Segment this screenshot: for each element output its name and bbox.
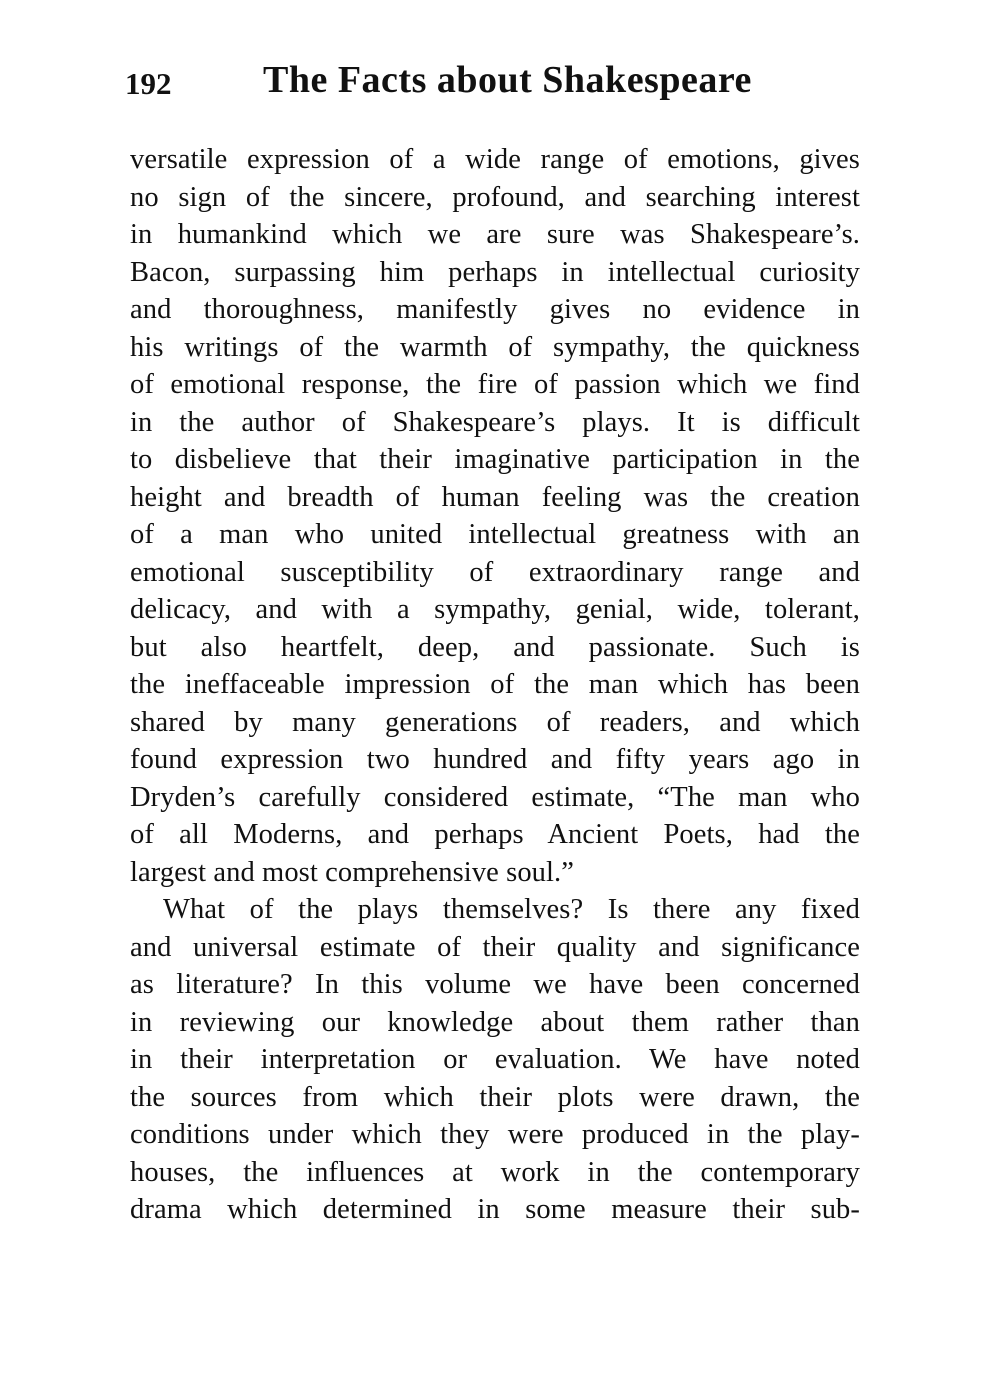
text-line: the ineffaceable impression of the man which has been (130, 669, 860, 700)
text-line: emotional susceptibility of extraordinary range and (130, 556, 860, 588)
text-line: versatile expression of a wide range of emotions, gives (130, 144, 860, 175)
text-line: in reviewing our knowledge about them rather than (130, 1006, 860, 1038)
text-line: delicacy, and with a sympathy, genial, wide, tolerant, (130, 594, 860, 625)
text-line: in the author of Shakespeare’s plays. It is difficult (130, 406, 860, 438)
text-line: of all Moderns, and perhaps Ancient Poets, had the (130, 819, 860, 850)
text-line: drama which determined in some measure their sub- (130, 1194, 860, 1225)
text-line: and universal estimate of their quality and significance (130, 931, 860, 963)
running-title: The Facts about Shakespeare (263, 59, 752, 101)
text-line: the sources from which their plots were drawn, the (130, 1081, 860, 1113)
text-line: conditions under which they were produced in the play- (130, 1119, 860, 1150)
text-line: no sign of the sincere, profound, and searching interest (130, 181, 860, 213)
text-line: Dryden’s carefully considered estimate, “The man who (130, 781, 860, 813)
text-line: of emotional response, the fire of passion which we find (130, 369, 860, 400)
text-line: found expression two hundred and fifty years ago in (130, 744, 860, 775)
page-header (125, 58, 865, 108)
text-line: height and breadth of human feeling was the creation (130, 481, 860, 513)
text-line: in humankind which we are sure was Shakespeare’s. (130, 219, 860, 250)
text-line: shared by many generations of readers, and which (130, 706, 860, 738)
text-line: to disbelieve that their imaginative participation in the (130, 444, 860, 475)
body-text (130, 141, 860, 1229)
text-line: largest and most comprehensive soul.” (130, 856, 575, 888)
text-line: his writings of the warmth of sympathy, the quickness (130, 331, 860, 363)
text-line: houses, the influences at work in the contemporary (130, 1156, 860, 1188)
text-line: of a man who united intellectual greatness with an (130, 519, 860, 550)
text-line: and thoroughness, manifestly gives no evidence in (130, 294, 860, 325)
text-line-paragraph-start: What of the plays themselves? Is there any fixed (163, 894, 860, 925)
text-line: in their interpretation or evaluation. We have noted (130, 1044, 860, 1075)
text-line: but also heartfelt, deep, and passionate. Such is (130, 631, 860, 663)
page-number: 192 (125, 66, 172, 101)
text-line: Bacon, surpassing him perhaps in intellectual curiosity (130, 256, 860, 288)
text-line: as literature? In this volume we have been concerned (130, 969, 860, 1000)
